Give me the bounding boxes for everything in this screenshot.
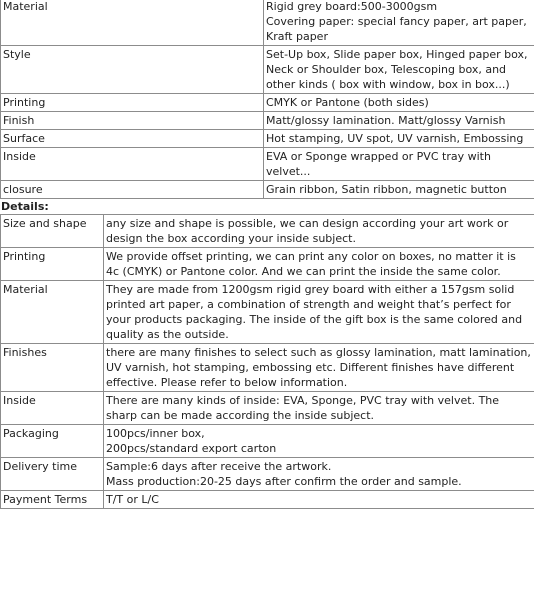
spec-row bbox=[1, 112, 534, 130]
spec-row bbox=[1, 130, 534, 148]
details-row bbox=[1, 491, 534, 509]
spec-label: Style bbox=[1, 46, 264, 94]
spec-value: Grain ribbon, Satin ribbon, magnetic button bbox=[264, 181, 534, 199]
details-value: They are made from 1200gsm rigid grey board with either a 157gsm solid printed art paper, a combination of strength and weight that’s perfect for your products packaging. The inside of the gift box is the same colored and quality as the outside. bbox=[104, 281, 534, 344]
details-heading: Details: bbox=[1, 200, 49, 213]
spec-label: closure bbox=[1, 181, 264, 199]
spec-row bbox=[1, 148, 534, 181]
details-label: Material bbox=[1, 281, 104, 344]
details-value: There are many kinds of inside: EVA, Sponge, PVC tray with velvet. The sharp can be made according the inside subject. bbox=[104, 392, 534, 425]
spec-value: EVA or Sponge wrapped or PVC tray with velvet... bbox=[264, 148, 534, 181]
details-row bbox=[1, 458, 534, 491]
details-label: Packaging bbox=[1, 425, 104, 458]
details-label: Finishes bbox=[1, 344, 104, 392]
details-row bbox=[1, 215, 534, 248]
details-row bbox=[1, 392, 534, 425]
details-value: Sample:6 days after receive the artwork. Mass production:20-25 days after confirm the order and sample. bbox=[104, 458, 534, 491]
details-value: T/T or L/C bbox=[104, 491, 534, 509]
spec-value: Matt/glossy lamination. Matt/glossy Varnish bbox=[264, 112, 534, 130]
details-row bbox=[1, 344, 534, 392]
specification-table bbox=[0, 0, 534, 199]
spec-value: CMYK or Pantone (both sides) bbox=[264, 94, 534, 112]
spec-label: Surface bbox=[1, 130, 264, 148]
spec-label: Finish bbox=[1, 112, 264, 130]
details-label: Inside bbox=[1, 392, 104, 425]
spec-row bbox=[1, 46, 534, 94]
spec-value: Rigid grey board:500-3000gsm Covering paper: special fancy paper, art paper, Kraft paper bbox=[264, 0, 534, 46]
details-table bbox=[0, 214, 534, 509]
spec-label: Inside bbox=[1, 148, 264, 181]
details-row bbox=[1, 281, 534, 344]
details-label: Size and shape bbox=[1, 215, 104, 248]
details-value: We provide offset printing, we can print any color on boxes, no matter it is 4c (CMYK) or Pantone color. And we can print the inside the same color. bbox=[104, 248, 534, 281]
spec-label: Printing bbox=[1, 94, 264, 112]
spec-value: Set-Up box, Slide paper box, Hinged paper box, Neck or Shoulder box, Telescoping box, and other kinds ( box with window, box in box...) bbox=[264, 46, 534, 94]
details-value: any size and shape is possible, we can design according your art work or design the box according your inside subject. bbox=[104, 215, 534, 248]
spec-label: Material bbox=[1, 0, 264, 46]
details-label: Delivery time bbox=[1, 458, 104, 491]
details-row bbox=[1, 248, 534, 281]
details-value: there are many finishes to select such as glossy lamination, matt lamination, UV varnish, hot stamping, embossing etc. Different finishes have different effective. Please refer to below information. bbox=[104, 344, 534, 392]
details-row bbox=[1, 425, 534, 458]
spec-value: Hot stamping, UV spot, UV varnish, Embossing bbox=[264, 130, 534, 148]
details-value: 100pcs/inner box, 200pcs/standard export carton bbox=[104, 425, 534, 458]
details-label: Payment Terms bbox=[1, 491, 104, 509]
spec-row bbox=[1, 94, 534, 112]
details-label: Printing bbox=[1, 248, 104, 281]
spec-row bbox=[1, 181, 534, 199]
spec-row bbox=[1, 0, 534, 46]
